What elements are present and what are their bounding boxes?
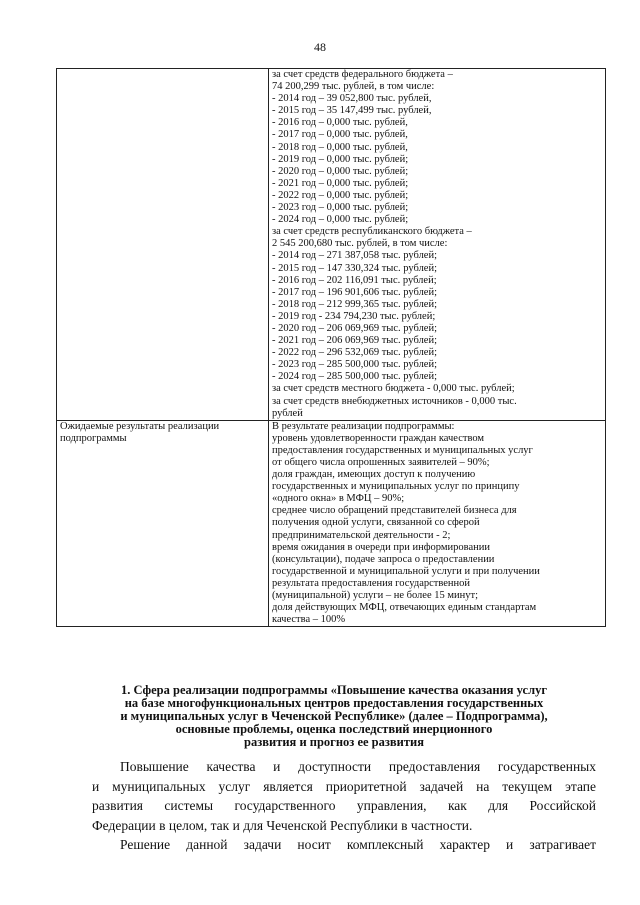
funding-line: - 2014 год – 39 052,800 тыс. рублей,	[272, 93, 432, 105]
funding-line: - 2022 год – 296 532,069 тыс. рублей;	[272, 347, 438, 359]
funding-label-cell	[57, 69, 269, 421]
funding-line: 74 200,299 тыс. рублей, в том числе:	[272, 81, 435, 93]
funding-line: - 2016 год – 0,000 тыс. рублей,	[272, 117, 408, 129]
results-line: государственных и муниципальных услуг по принципу	[272, 481, 520, 493]
results-label-cell	[57, 420, 269, 627]
results-line: среднее число обращений представителей бизнеса для	[272, 505, 517, 517]
funding-line: - 2017 год – 0,000 тыс. рублей,	[272, 129, 408, 141]
funding-line: рублей	[272, 407, 303, 419]
funding-line: - 2024 год – 285 500,000 тыс. рублей;	[272, 371, 438, 383]
funding-line: за счет средств федерального бюджета –	[272, 69, 453, 80]
funding-line: - 2019 год - 234 794,230 тыс. рублей;	[272, 310, 436, 322]
results-line: время ожидания в очереди при информировании	[272, 541, 490, 553]
results-label-line: Ожидаемые результаты реализации	[60, 420, 220, 432]
results-line: «одного окна» в МФЦ – 90%;	[272, 493, 405, 505]
results-line: (муниципальной) услуги – не более 15 минут;	[272, 590, 479, 602]
results-line: получения одной услуги, связанной со сферой	[272, 517, 480, 529]
table-row-results	[57, 420, 606, 627]
section-heading-line: 1. Сфера реализации подпрограммы «Повышение качества оказания услуг	[120, 683, 548, 697]
funding-line: 2 545 200,680 тыс. рублей, в том числе:	[272, 238, 448, 250]
funding-line: - 2016 год – 202 116,091 тыс. рублей;	[272, 274, 437, 286]
results-line: государственной и муниципальной услуги и при получении	[272, 565, 540, 577]
results-label-line: подпрограммы	[60, 432, 127, 444]
funding-line: - 2023 год – 0,000 тыс. рублей;	[272, 202, 409, 214]
results-line: предоставления государственных и муниципальных услуг	[272, 444, 533, 456]
paragraph-line: Федерации в целом, так и для Чеченской Республики в частности.	[92, 817, 473, 833]
funding-line: - 2021 год – 206 069,969 тыс. рублей;	[272, 335, 438, 347]
funding-line: - 2018 год – 212 999,365 тыс. рублей;	[272, 298, 438, 310]
section-heading	[60, 684, 608, 749]
funding-line: за счет средств местного бюджета - 0,000 тыс. рублей;	[272, 383, 515, 395]
section-heading-line: и муниципальных услуг в Чеченской Республике» (далее – Подпрограмма),	[120, 709, 548, 723]
page-number: 48	[314, 40, 326, 54]
funding-line: - 2023 год – 285 500,000 тыс. рублей;	[272, 359, 438, 371]
results-line: качества – 100%	[272, 614, 346, 626]
funding-line: - 2022 год – 0,000 тыс. рублей;	[272, 189, 409, 201]
results-line: от общего числа опрошенных заявителей – 90%;	[272, 457, 490, 468]
funding-line: - 2020 год – 206 069,969 тыс. рублей;	[272, 322, 438, 334]
funding-line: - 2015 год – 147 330,324 тыс. рублей;	[272, 262, 438, 274]
paragraph-line: и муниципальных услуг является приоритетной задачей на текущем этапе	[92, 778, 596, 794]
passport-table	[56, 68, 606, 627]
results-line: доля действующих МФЦ, отвечающих единым стандартам	[272, 602, 537, 614]
table-row-funding	[57, 69, 606, 421]
section-heading-line: основные проблемы, оценка последствий инерционного	[175, 722, 493, 736]
results-line: результата предоставления государственной	[272, 577, 471, 589]
results-cell	[269, 420, 606, 627]
results-line: предпринимательской деятельности - 2;	[272, 529, 451, 541]
funding-line: - 2018 год – 0,000 тыс. рублей,	[272, 141, 408, 153]
body-paragraph	[92, 757, 596, 855]
funding-line: - 2015 год – 35 147,499 тыс. рублей,	[272, 105, 432, 117]
funding-line: за счет средств республиканского бюджета –	[272, 226, 472, 238]
results-line: В результате реализации подпрограммы:	[272, 420, 455, 432]
funding-line: за счет средств внебюджетных источников - 0,000 тыс.	[272, 395, 517, 407]
funding-cell	[269, 69, 606, 421]
funding-line: - 2019 год – 0,000 тыс. рублей;	[272, 153, 409, 165]
section-heading-line: на базе многофункциональных центров предоставления государственных	[124, 696, 544, 710]
funding-line: - 2014 год – 271 387,058 тыс. рублей;	[272, 250, 438, 262]
results-line: уровень удовлетворенности граждан качеством	[272, 432, 485, 444]
funding-line: - 2024 год – 0,000 тыс. рублей;	[272, 214, 409, 226]
funding-line: - 2017 год – 196 901,606 тыс. рублей;	[272, 286, 438, 298]
paragraph-line: развития системы государственного управления, как для Российской	[92, 798, 596, 813]
funding-line: - 2020 год – 0,000 тыс. рублей;	[272, 165, 409, 177]
paragraph-line: Повышение качества и доступности предоставления государственных	[120, 759, 596, 774]
results-line: доля граждан, имеющих доступ к получению	[272, 469, 476, 481]
paragraph-line: Решение данной задачи носит комплексный характер и затрагивает	[120, 837, 596, 852]
section-heading-line: развития и прогноз ее развития	[244, 735, 424, 749]
funding-line: - 2021 год – 0,000 тыс. рублей;	[272, 177, 409, 189]
results-line: (консультации), подаче запроса о предоставлении	[272, 553, 495, 565]
